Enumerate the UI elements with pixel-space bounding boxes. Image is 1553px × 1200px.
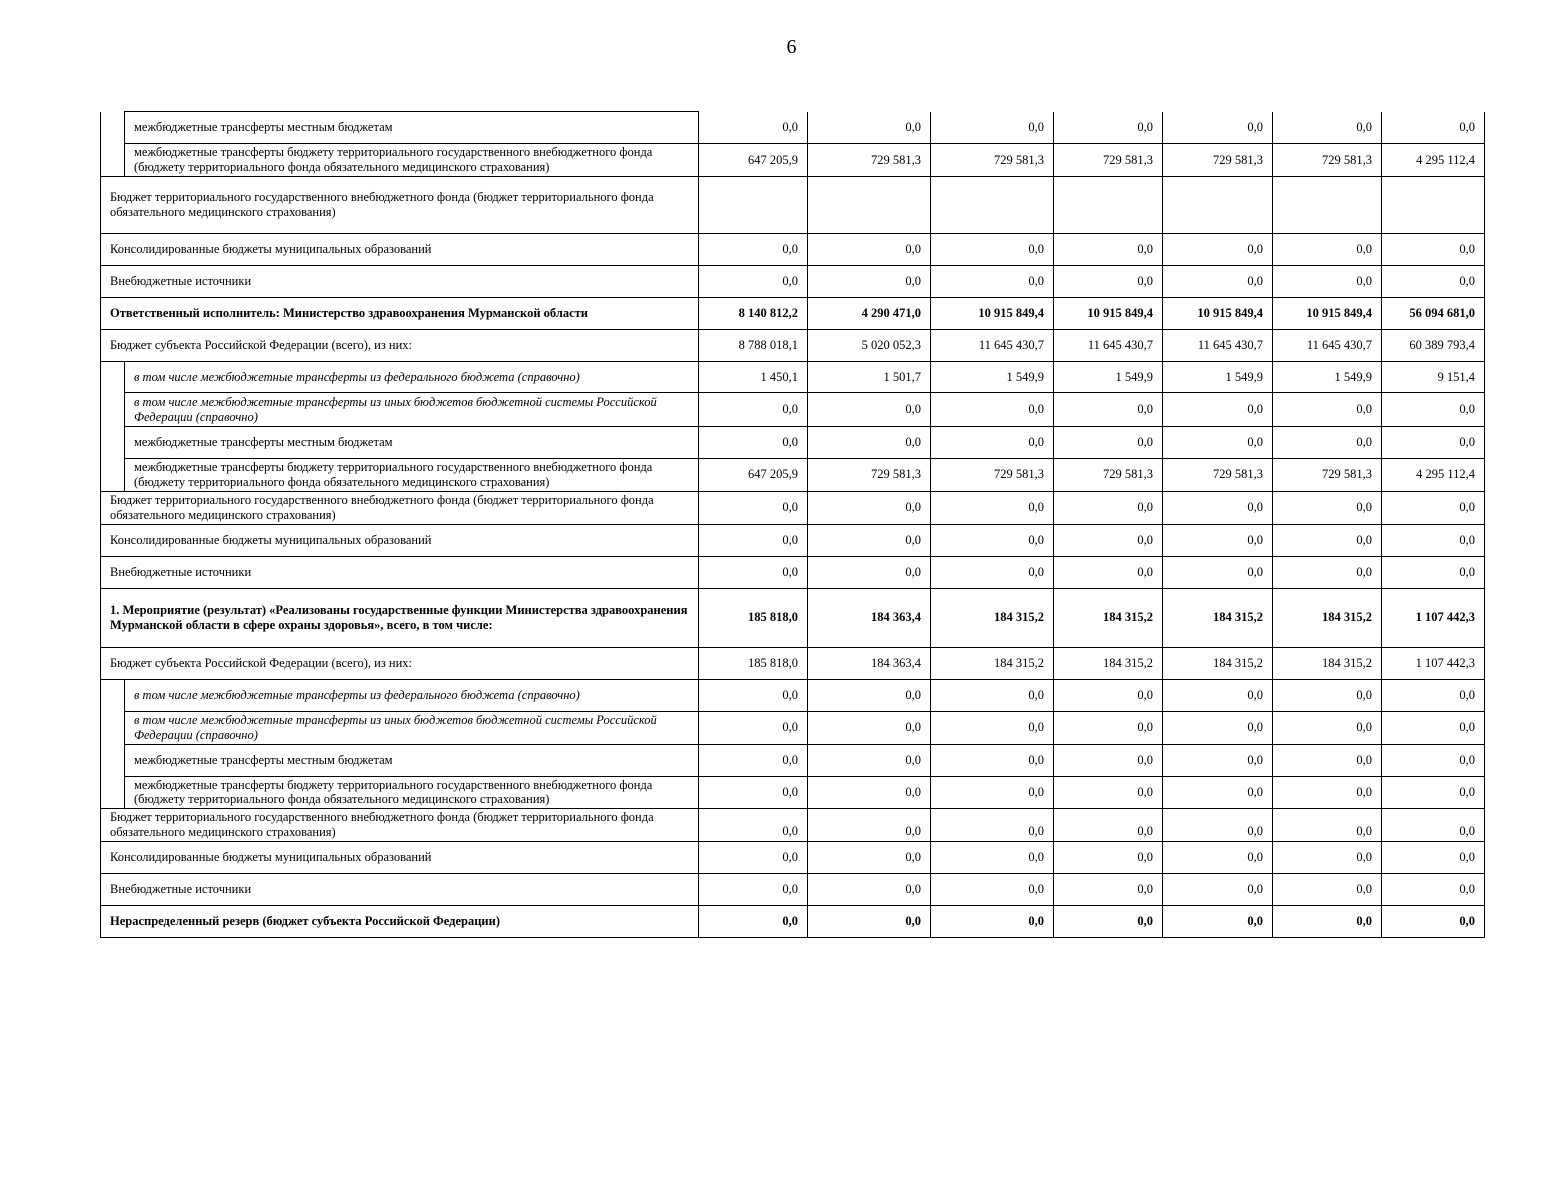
row-label: в том числе межбюджетные трансферты из федерального бюджета (справочно) — [125, 362, 699, 393]
year-value-cell: 0,0 — [1054, 427, 1163, 459]
year-value-cell: 0,0 — [808, 744, 931, 776]
table-row — [101, 491, 1485, 524]
indent-cell — [101, 679, 125, 711]
table-row — [101, 177, 1485, 234]
year-value-cell: 5 020 052,3 — [808, 330, 931, 362]
year-value-cell: 0,0 — [1273, 427, 1382, 459]
year-value-cell: 0,0 — [699, 809, 808, 842]
indent-cell — [101, 362, 125, 393]
budget-table — [100, 111, 1485, 938]
row-total-cell: 0,0 — [1382, 905, 1485, 937]
year-value-cell: 184 363,4 — [808, 647, 931, 679]
row-total-cell: 1 107 442,3 — [1382, 588, 1485, 647]
year-value-cell: 0,0 — [931, 524, 1054, 556]
row-label: Внебюджетные источники — [101, 556, 699, 588]
year-value-cell: 0,0 — [1163, 556, 1273, 588]
table-row — [101, 427, 1485, 459]
year-value-cell: 0,0 — [1273, 809, 1382, 842]
year-value-cell: 0,0 — [1273, 776, 1382, 809]
year-value-cell: 0,0 — [1273, 524, 1382, 556]
row-total-cell: 56 094 681,0 — [1382, 298, 1485, 330]
year-value-cell: 0,0 — [808, 266, 931, 298]
year-value-cell: 184 315,2 — [1163, 588, 1273, 647]
row-label: Консолидированные бюджеты муниципальных образований — [101, 234, 699, 266]
year-value-cell: 10 915 849,4 — [1273, 298, 1382, 330]
year-value-cell: 0,0 — [699, 776, 808, 809]
year-value-cell — [699, 177, 808, 234]
year-value-cell: 0,0 — [699, 491, 808, 524]
year-value-cell: 0,0 — [931, 905, 1054, 937]
row-label: в том числе межбюджетные трансферты из иных бюджетов бюджетной системы Российской Федерации (справочно) — [125, 711, 699, 744]
year-value-cell: 0,0 — [931, 809, 1054, 842]
row-total-cell: 0,0 — [1382, 841, 1485, 873]
year-value-cell: 0,0 — [931, 776, 1054, 809]
year-value-cell: 11 645 430,7 — [1163, 330, 1273, 362]
year-value-cell: 647 205,9 — [699, 459, 808, 492]
year-value-cell: 0,0 — [808, 524, 931, 556]
year-value-cell — [1273, 177, 1382, 234]
year-value-cell: 185 818,0 — [699, 647, 808, 679]
year-value-cell: 1 549,9 — [931, 362, 1054, 393]
year-value-cell: 0,0 — [699, 711, 808, 744]
year-value-cell: 0,0 — [931, 873, 1054, 905]
year-value-cell: 0,0 — [699, 393, 808, 427]
year-value-cell: 0,0 — [931, 266, 1054, 298]
year-value-cell: 0,0 — [808, 809, 931, 842]
year-value-cell: 0,0 — [1163, 266, 1273, 298]
year-value-cell: 0,0 — [699, 556, 808, 588]
year-value-cell: 185 818,0 — [699, 588, 808, 647]
year-value-cell: 729 581,3 — [1054, 144, 1163, 177]
year-value-cell: 0,0 — [1054, 393, 1163, 427]
table-row — [101, 266, 1485, 298]
table-row — [101, 841, 1485, 873]
year-value-cell: 0,0 — [1273, 679, 1382, 711]
year-value-cell: 0,0 — [1054, 112, 1163, 144]
row-label: Консолидированные бюджеты муниципальных образований — [101, 841, 699, 873]
table-row — [101, 873, 1485, 905]
year-value-cell: 729 581,3 — [1273, 144, 1382, 177]
year-value-cell: 0,0 — [1273, 234, 1382, 266]
year-value-cell: 0,0 — [699, 905, 808, 937]
table-row — [101, 459, 1485, 492]
year-value-cell: 0,0 — [1163, 776, 1273, 809]
year-value-cell: 0,0 — [1054, 679, 1163, 711]
year-value-cell: 0,0 — [931, 744, 1054, 776]
year-value-cell: 0,0 — [1273, 491, 1382, 524]
year-value-cell — [931, 177, 1054, 234]
table-row — [101, 330, 1485, 362]
year-value-cell: 10 915 849,4 — [1163, 298, 1273, 330]
table-row — [101, 144, 1485, 177]
row-total-cell: 4 295 112,4 — [1382, 459, 1485, 492]
row-label: Бюджет территориального государственного внебюджетного фонда (бюджет территориального фонда обязательного медицинского страхования) — [101, 177, 699, 234]
year-value-cell: 0,0 — [1054, 905, 1163, 937]
indent-cell — [101, 112, 125, 144]
table-body — [101, 112, 1485, 938]
row-label: межбюджетные трансферты местным бюджетам — [125, 112, 699, 144]
year-value-cell: 0,0 — [808, 393, 931, 427]
year-value-cell: 0,0 — [931, 491, 1054, 524]
row-label: в том числе межбюджетные трансферты из иных бюджетов бюджетной системы Российской Федерации (справочно) — [125, 393, 699, 427]
table-row — [101, 776, 1485, 809]
year-value-cell: 0,0 — [1273, 266, 1382, 298]
year-value-cell: 1 549,9 — [1163, 362, 1273, 393]
year-value-cell: 1 450,1 — [699, 362, 808, 393]
table-row — [101, 112, 1485, 144]
year-value-cell: 0,0 — [1054, 266, 1163, 298]
year-value-cell: 0,0 — [1054, 524, 1163, 556]
year-value-cell: 0,0 — [699, 873, 808, 905]
row-label: межбюджетные трансферты бюджету территориального государственного внебюджетного фонда (бюджету территориального фонда обязательного медицинского страхования) — [125, 144, 699, 177]
year-value-cell: 0,0 — [931, 711, 1054, 744]
year-value-cell: 0,0 — [1273, 744, 1382, 776]
row-label: 1. Мероприятие (результат) «Реализованы государственные функции Министерства здравоохранения Мурманской области в сфере охраны здоровья», всего, в том числе: — [101, 588, 699, 647]
table-row — [101, 588, 1485, 647]
year-value-cell: 1 501,7 — [808, 362, 931, 393]
year-value-cell: 0,0 — [931, 393, 1054, 427]
row-label: Бюджет территориального государственного внебюджетного фонда (бюджет территориального фонда обязательного медицинского страхования) — [101, 491, 699, 524]
year-value-cell: 729 581,3 — [1054, 459, 1163, 492]
year-value-cell: 1 549,9 — [1273, 362, 1382, 393]
table-row — [101, 524, 1485, 556]
row-total-cell: 0,0 — [1382, 524, 1485, 556]
year-value-cell: 1 549,9 — [1054, 362, 1163, 393]
year-value-cell: 0,0 — [1163, 809, 1273, 842]
year-value-cell: 647 205,9 — [699, 144, 808, 177]
row-label: Нераспределенный резерв (бюджет субъекта Российской Федерации) — [101, 905, 699, 937]
year-value-cell: 184 315,2 — [931, 647, 1054, 679]
row-label: Ответственный исполнитель: Министерство здравоохранения Мурманской области — [101, 298, 699, 330]
year-value-cell: 0,0 — [808, 711, 931, 744]
year-value-cell: 729 581,3 — [808, 459, 931, 492]
year-value-cell: 0,0 — [1054, 744, 1163, 776]
year-value-cell: 0,0 — [1054, 841, 1163, 873]
year-value-cell: 0,0 — [1163, 873, 1273, 905]
row-label: межбюджетные трансферты местным бюджетам — [125, 744, 699, 776]
year-value-cell: 0,0 — [699, 427, 808, 459]
year-value-cell: 11 645 430,7 — [931, 330, 1054, 362]
table-row — [101, 679, 1485, 711]
year-value-cell: 0,0 — [808, 556, 931, 588]
year-value-cell: 0,0 — [931, 679, 1054, 711]
row-total-cell: 0,0 — [1382, 266, 1485, 298]
year-value-cell: 0,0 — [1054, 809, 1163, 842]
year-value-cell: 0,0 — [931, 234, 1054, 266]
year-value-cell: 0,0 — [1163, 744, 1273, 776]
year-value-cell: 0,0 — [1163, 234, 1273, 266]
year-value-cell: 184 315,2 — [1054, 647, 1163, 679]
indent-cell — [101, 393, 125, 427]
year-value-cell: 0,0 — [808, 427, 931, 459]
year-value-cell: 0,0 — [808, 841, 931, 873]
page-number: 6 — [786, 36, 797, 58]
year-value-cell: 729 581,3 — [808, 144, 931, 177]
year-value-cell: 0,0 — [699, 112, 808, 144]
row-total-cell: 4 295 112,4 — [1382, 144, 1485, 177]
row-label: Консолидированные бюджеты муниципальных образований — [101, 524, 699, 556]
year-value-cell: 0,0 — [808, 679, 931, 711]
year-value-cell: 0,0 — [931, 556, 1054, 588]
year-value-cell: 0,0 — [1273, 711, 1382, 744]
row-total-cell: 0,0 — [1382, 711, 1485, 744]
row-total-cell: 0,0 — [1382, 556, 1485, 588]
year-value-cell: 0,0 — [1273, 841, 1382, 873]
year-value-cell: 0,0 — [1054, 556, 1163, 588]
year-value-cell — [1163, 177, 1273, 234]
year-value-cell: 0,0 — [1163, 491, 1273, 524]
year-value-cell: 729 581,3 — [931, 144, 1054, 177]
row-total-cell: 0,0 — [1382, 234, 1485, 266]
row-label: межбюджетные трансферты бюджету территориального государственного внебюджетного фонда (бюджету территориального фонда обязательного медицинского страхования) — [125, 776, 699, 809]
row-total-cell: 0,0 — [1382, 427, 1485, 459]
year-value-cell: 0,0 — [1273, 112, 1382, 144]
year-value-cell: 0,0 — [1163, 679, 1273, 711]
year-value-cell: 0,0 — [808, 776, 931, 809]
year-value-cell: 0,0 — [931, 112, 1054, 144]
year-value-cell: 0,0 — [1163, 841, 1273, 873]
row-total-cell: 9 151,4 — [1382, 362, 1485, 393]
year-value-cell: 184 315,2 — [1163, 647, 1273, 679]
year-value-cell: 0,0 — [1163, 905, 1273, 937]
year-value-cell: 729 581,3 — [1163, 459, 1273, 492]
year-value-cell: 4 290 471,0 — [808, 298, 931, 330]
year-value-cell: 10 915 849,4 — [1054, 298, 1163, 330]
year-value-cell: 0,0 — [699, 234, 808, 266]
row-label: межбюджетные трансферты бюджету территориального государственного внебюджетного фонда (бюджету территориального фонда обязательного медицинского страхования) — [125, 459, 699, 492]
year-value-cell: 184 315,2 — [1054, 588, 1163, 647]
table-row — [101, 905, 1485, 937]
year-value-cell: 0,0 — [1054, 491, 1163, 524]
year-value-cell: 0,0 — [1273, 393, 1382, 427]
year-value-cell: 0,0 — [931, 841, 1054, 873]
row-label: Бюджет субъекта Российской Федерации (всего), из них: — [101, 330, 699, 362]
year-value-cell: 184 315,2 — [931, 588, 1054, 647]
row-total-cell: 0,0 — [1382, 809, 1485, 842]
row-label: в том числе межбюджетные трансферты из федерального бюджета (справочно) — [125, 679, 699, 711]
year-value-cell: 10 915 849,4 — [931, 298, 1054, 330]
indent-cell — [101, 711, 125, 744]
table-row — [101, 744, 1485, 776]
row-total-cell — [1382, 177, 1485, 234]
row-total-cell: 0,0 — [1382, 776, 1485, 809]
year-value-cell: 0,0 — [1273, 873, 1382, 905]
row-total-cell: 0,0 — [1382, 393, 1485, 427]
year-value-cell: 0,0 — [1163, 711, 1273, 744]
year-value-cell: 0,0 — [1273, 556, 1382, 588]
year-value-cell: 729 581,3 — [1273, 459, 1382, 492]
year-value-cell: 8 788 018,1 — [699, 330, 808, 362]
row-total-cell: 60 389 793,4 — [1382, 330, 1485, 362]
indent-cell — [101, 427, 125, 459]
indent-cell — [101, 144, 125, 177]
year-value-cell: 0,0 — [1163, 427, 1273, 459]
year-value-cell: 0,0 — [931, 427, 1054, 459]
year-value-cell: 0,0 — [808, 873, 931, 905]
year-value-cell — [808, 177, 931, 234]
year-value-cell: 0,0 — [808, 112, 931, 144]
indent-cell — [101, 776, 125, 809]
row-total-cell: 0,0 — [1382, 112, 1485, 144]
year-value-cell: 0,0 — [1273, 905, 1382, 937]
year-value-cell: 0,0 — [1163, 393, 1273, 427]
indent-cell — [101, 459, 125, 492]
row-label: Внебюджетные источники — [101, 873, 699, 905]
table-row — [101, 393, 1485, 427]
row-total-cell: 0,0 — [1382, 491, 1485, 524]
year-value-cell: 0,0 — [699, 266, 808, 298]
year-value-cell: 0,0 — [808, 234, 931, 266]
table-row — [101, 647, 1485, 679]
year-value-cell: 0,0 — [1054, 711, 1163, 744]
row-label: межбюджетные трансферты местным бюджетам — [125, 427, 699, 459]
year-value-cell: 184 315,2 — [1273, 647, 1382, 679]
year-value-cell: 729 581,3 — [1163, 144, 1273, 177]
year-value-cell: 184 315,2 — [1273, 588, 1382, 647]
year-value-cell: 0,0 — [1054, 873, 1163, 905]
table-row — [101, 556, 1485, 588]
year-value-cell: 11 645 430,7 — [1273, 330, 1382, 362]
year-value-cell: 0,0 — [1054, 776, 1163, 809]
row-total-cell: 0,0 — [1382, 873, 1485, 905]
year-value-cell: 0,0 — [1163, 524, 1273, 556]
table-row — [101, 234, 1485, 266]
row-total-cell: 1 107 442,3 — [1382, 647, 1485, 679]
row-total-cell: 0,0 — [1382, 679, 1485, 711]
row-label: Бюджет субъекта Российской Федерации (всего), из них: — [101, 647, 699, 679]
row-label: Внебюджетные источники — [101, 266, 699, 298]
indent-cell — [101, 744, 125, 776]
year-value-cell: 0,0 — [808, 905, 931, 937]
table-row — [101, 809, 1485, 842]
year-value-cell: 11 645 430,7 — [1054, 330, 1163, 362]
year-value-cell: 0,0 — [699, 841, 808, 873]
table-row — [101, 298, 1485, 330]
year-value-cell: 0,0 — [1163, 112, 1273, 144]
year-value-cell: 0,0 — [808, 491, 931, 524]
year-value-cell — [1054, 177, 1163, 234]
row-total-cell: 0,0 — [1382, 744, 1485, 776]
year-value-cell: 8 140 812,2 — [699, 298, 808, 330]
year-value-cell: 0,0 — [699, 744, 808, 776]
table-row — [101, 362, 1485, 393]
row-label: Бюджет территориального государственного внебюджетного фонда (бюджет территориального фонда обязательного медицинского страхования) — [101, 809, 699, 842]
year-value-cell: 729 581,3 — [931, 459, 1054, 492]
year-value-cell: 184 363,4 — [808, 588, 931, 647]
year-value-cell: 0,0 — [699, 679, 808, 711]
table-row — [101, 711, 1485, 744]
year-value-cell: 0,0 — [1054, 234, 1163, 266]
year-value-cell: 0,0 — [699, 524, 808, 556]
